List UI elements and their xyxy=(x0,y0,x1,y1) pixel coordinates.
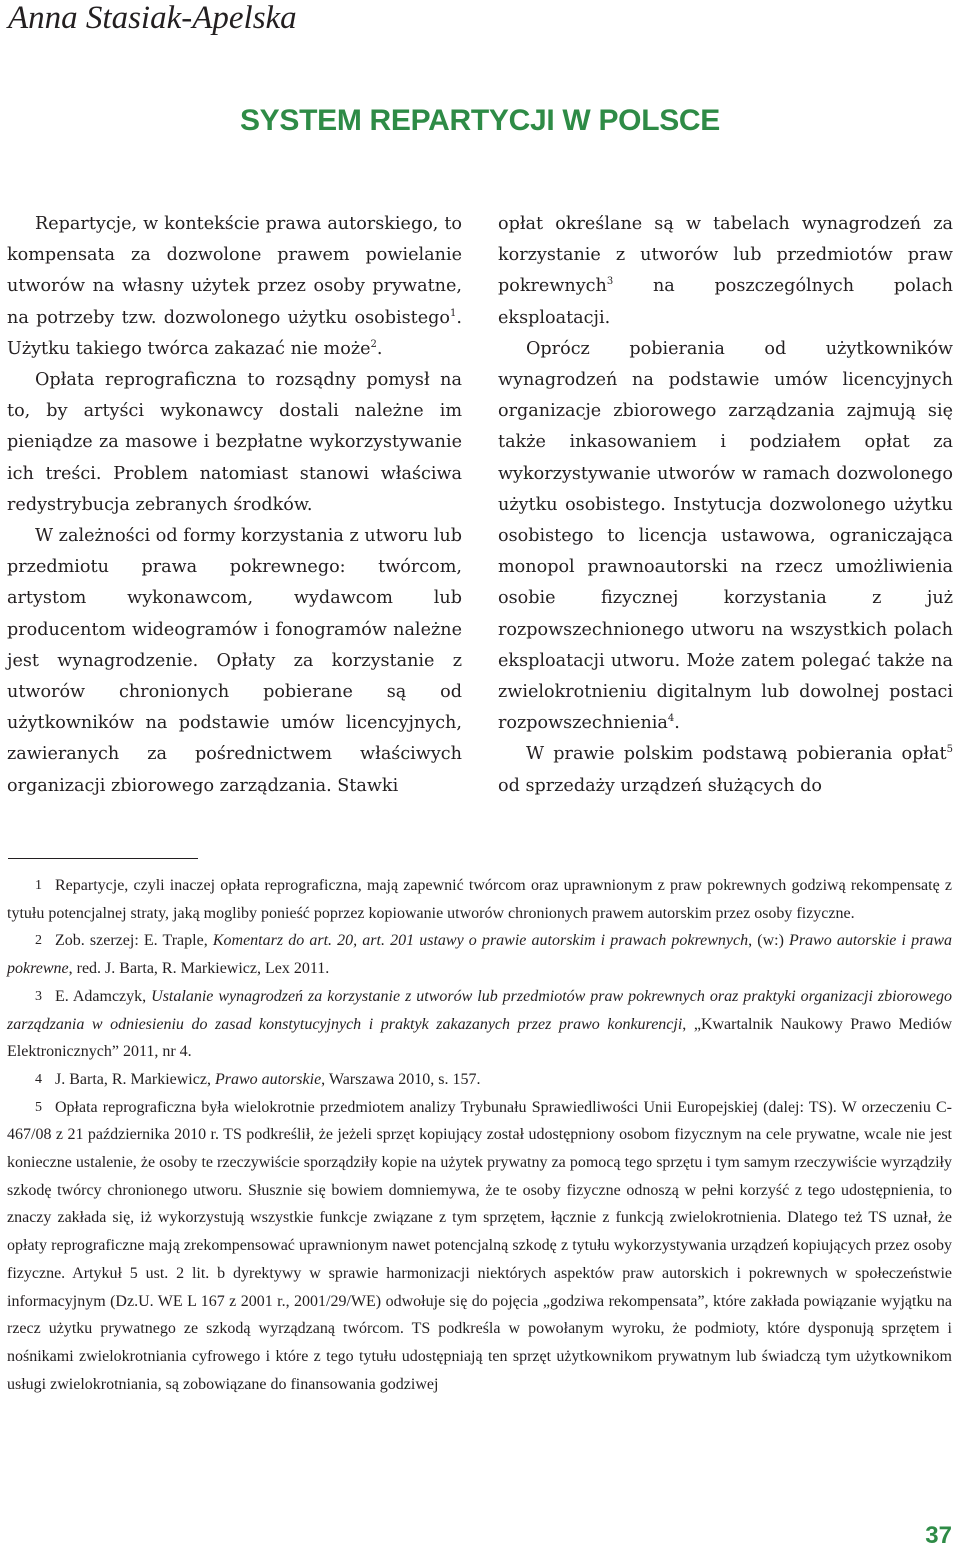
footnote-2: 2 Zob. szerzej: E. Traple, Komentarz do art. 20, art. 201 ustawy o prawie autorskim i prawach pokrewnych, (w:) Prawo autorskie i prawa pokrewne, red. J. Barta, R. Markiewicz, Lex 2011. xyxy=(7,932,953,978)
paragraph: W prawie polskim podstawą pobierania opłat$^5$ od sprzedaży urządzeń służących do xyxy=(498,744,953,796)
footnote-5: 5 Opłata reprograficzna była wielokrotnie przedmiotem analizy Trybunału Sprawiedliwości Unii Europejskiej (dalej: TS). W orzeczeniu C-467/08 z 21 października 2010 r. TS podkreślił, że jeżeli sprzęt kopiujący został udostępniony osobom fizycznym na cele prywatne, wcale nie jest konieczne ustalenie, że osoby te rzeczywiście sporządziły kopie na użytek prywatny za pomocą tego sprzętu i tym samym rzeczywiście wyrządziły szkodę twórcy chronionego utworu. Słusznie się bowiem domniemywa, że te osoby fizyczne odnoszą w pełni korzyść z tego udostępnienia, to znaczy zakłada się, iż wykorzystują wszystkie funkcje związane z tym sprzętem, łącznie z funkcją zwielokrotnienia. Dlatego też TS uznał, że opłaty reprograficzne mają zrekompensować uprawnionym nawet potencjalną szkodę z tytułu wykorzystywania urządzeń kopiujących przez osoby fizyczne. Artykuł 5 ust. 2 lit. b dyrektywy w sprawie harmonizacji niektórych aspektów praw autorskich i pokrewnych w społeczeństwie informacyjnym (Dz.U. WE L 167 z 2001 r., 2001/29/WE) odwołuje się do pojęcia „godziwa rekompensata”, które zakłada powiązanie wyjątku na rzecz użytku prywatnego ze szkodą wyrządzaną twórcom. TS podkreśla w powołanym wyroku, że podmioty, które dysponują sprzętem i nośnikami zwielokrotniania cyfrowego i które z tego tytułu udostępniają ten sprzęt użytkownikom prywatnym lub świadczą tym użytkownikom usługi zwielokrotniania, są zobowiązane do finansowania godziwej xyxy=(7,1098,952,1393)
article-title: SYSTEM REPARTYCJI W POLSCE xyxy=(239,104,721,137)
author-name: Anna Stasiak-Apelska xyxy=(8,0,297,36)
footnote-ref-4[interactable]: 4 xyxy=(667,713,675,725)
footnote-ref-1[interactable]: 1 xyxy=(450,307,457,319)
body-column-left xyxy=(7,209,462,802)
footnote-ref-3[interactable]: 3 xyxy=(606,276,614,288)
footnote-3: 3 E. Adamczyk, Ustalanie wynagrodzeń za korzystanie z utworów lub przedmiotów praw pokrewnych oraz praktyki organizacji zbiorowego zarządzania w odniesieniu do zasad konstytucyjnych i praktyk zakazanych przez prawo konkurencji, „Kwartalnik Naukowy Prawo Mediów Elektronicznych” 2011, nr 4. xyxy=(7,987,953,1061)
footnote-ref-5[interactable]: 5 xyxy=(946,744,953,756)
body-column-right xyxy=(498,209,953,802)
paragraph: Opłata reprograficzna to rozsądny pomysł na to, by artyści wykonawcy dostali należne im pieniądze za masowe i bezpłatne wykorzystywanie ich treści. Problem natomiast stanowi właściwa redystrybucja zebranych środków. xyxy=(7,370,462,515)
footnote-1: 1 Repartycje, czyli inaczej opłata reprograficzna, mają zapewnić twórcom oraz uprawnionym z praw pokrewnych godziwą rekompensatę z tytułu potencjalnej straty, jaką mogliby ponieść poprzez kopiowanie utworów chronionych prawem autorskim przez osoby fizyczne. xyxy=(7,877,952,922)
footnotes xyxy=(7,872,952,1398)
paragraph: Oprócz pobierania od użytkowników wynagrodzeń na podstawie umów licencyjnych organizacje zbiorowego zarządzania zajmują się także inkasowaniem i podziałem opłat za wykorzystywanie utworów w ramach dozwolonego użytku osobistego. Instytucja dozwolonego użytku osobistego to licencja ustawowa, ograniczająca monopol prawnoautorski na rzecz umożliwienia osobie fizycznej korzystania z już rozpowszechnionego utworu na wszystkich polach eksploatacji utworu. Może zatem polegać także na zwielokrotnieniu digitalnym lub dowolnej postaci rozpowszechnienia$^4$. xyxy=(498,338,953,734)
paragraph: Repartycje, w kontekście prawa autorskiego, to kompensata za dozwolone prawem powielanie utworów na własny użytek przez osoby prywatne, na potrzeby tzw. dozwolonego użytku osobistego$^1$. Użytku takiego twórca zakazać nie może$^2$. xyxy=(7,214,462,359)
footnote-ref-2[interactable]: 2 xyxy=(370,338,377,350)
footnote-separator xyxy=(8,858,198,859)
footnote-4: 4 J. Barta, R. Markiewicz, Prawo autorskie, Warszawa 2010, s. 157. xyxy=(35,1070,481,1088)
page-number: 37 xyxy=(925,1522,952,1549)
paragraph: W zależności od formy korzystania z utworu lub przedmiotu prawa pokrewnego: twórcom, artystom wykonawcom, wydawcom lub producentom wideogramów i fonogramów należne jest wynagrodzenie. Opłaty za korzystanie z utworów chronionych pobierane są od użytkowników na podstawie umów licencyjnych, zawieranych za pośrednictwem właściwych organizacji zbiorowego zarządzania. Stawki xyxy=(7,526,462,796)
paragraph: opłat określane są w tabelach wynagrodzeń za korzystanie z utworów lub przedmiotów praw pokrewnych$^3$ na poszczególnych polach eksploatacji. xyxy=(498,214,953,328)
